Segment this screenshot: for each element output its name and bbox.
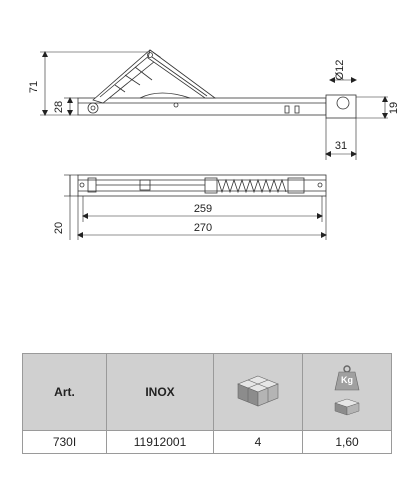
dim-end-height: 19 bbox=[388, 101, 400, 115]
weight-kg-icon bbox=[333, 365, 361, 391]
dim-length-total: 270 bbox=[193, 222, 213, 234]
dim-height-pivot: 28 bbox=[53, 100, 65, 114]
dim-end-width: 31 bbox=[334, 140, 348, 152]
small-cubes-icon bbox=[334, 398, 360, 419]
cell-inox: 11912001 bbox=[107, 431, 214, 454]
weight-kg-label: Kg bbox=[341, 375, 353, 385]
header-inox: INOX bbox=[107, 354, 214, 431]
spec-table-header-row bbox=[23, 354, 392, 431]
dim-diameter: Ø12 bbox=[334, 59, 346, 81]
spec-table-row bbox=[23, 431, 392, 454]
dim-width-profile: 20 bbox=[53, 221, 65, 235]
spec-table bbox=[22, 353, 392, 454]
cell-art: 730I bbox=[23, 431, 107, 454]
dim-height-total: 71 bbox=[28, 80, 40, 94]
dim-length-inner: 259 bbox=[193, 203, 213, 215]
header-pack bbox=[214, 354, 303, 431]
package-cubes-icon bbox=[235, 374, 281, 411]
header-art: Art. bbox=[23, 354, 107, 431]
cell-pack-qty: 4 bbox=[214, 431, 303, 454]
header-weight bbox=[303, 354, 392, 431]
top-view bbox=[78, 175, 326, 196]
side-view bbox=[78, 50, 356, 118]
cell-weight: 1,60 bbox=[303, 431, 392, 454]
